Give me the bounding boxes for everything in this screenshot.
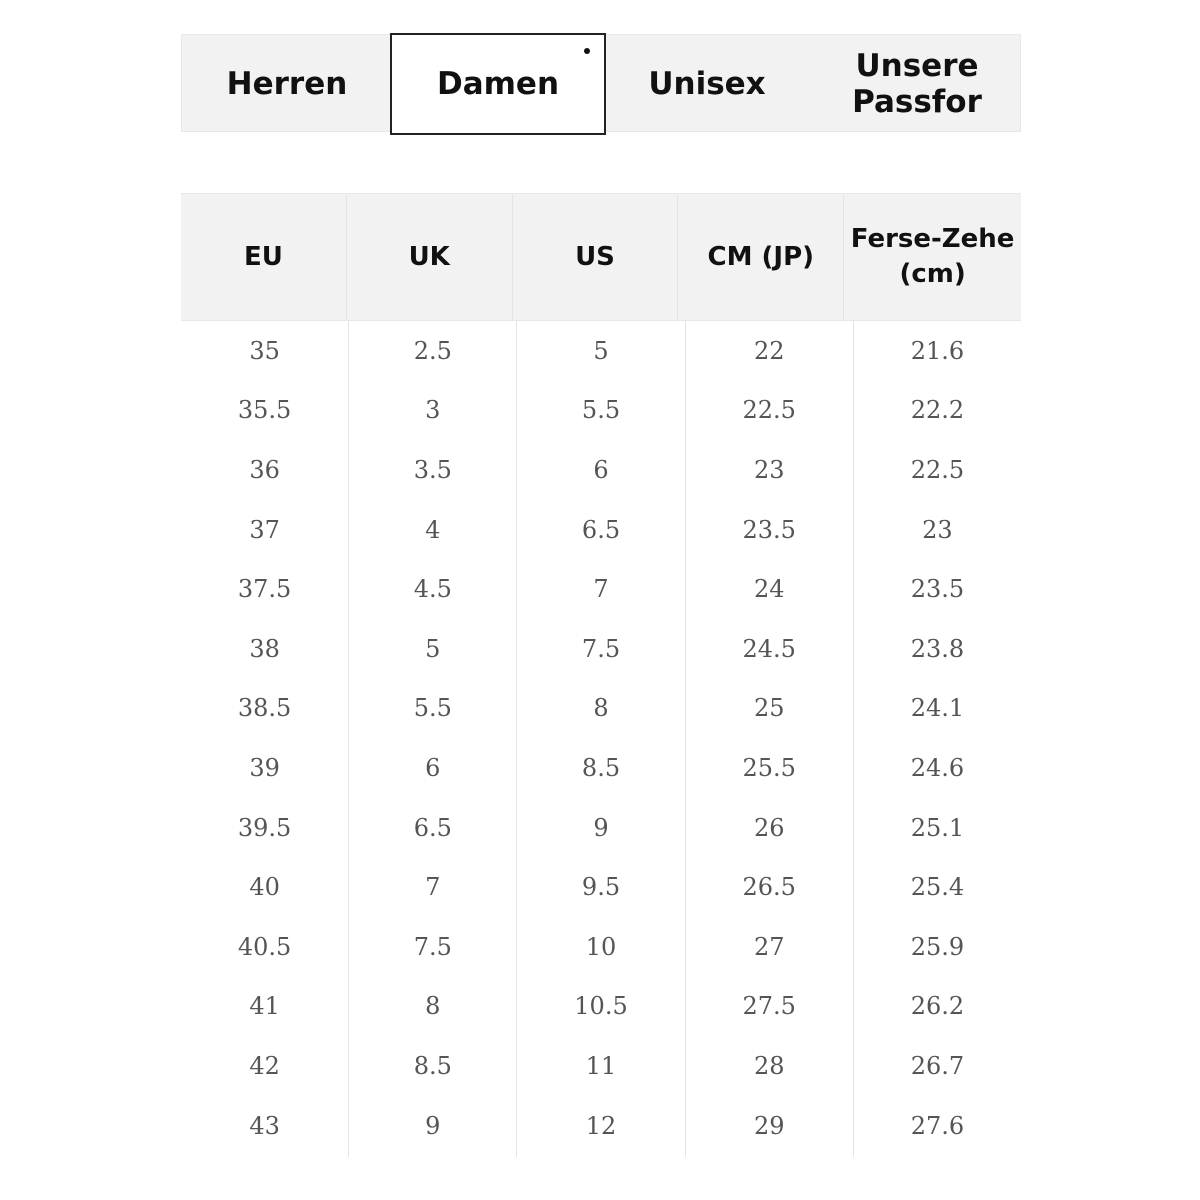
table-cell: 27.5 (742, 992, 796, 1021)
table-cell: 3 (425, 396, 441, 425)
table-cell: 6 (593, 455, 609, 484)
table-cell: 38.5 (237, 694, 292, 723)
table-cell: 25.4 (910, 873, 965, 902)
tab-herren-label: Herren (226, 66, 348, 102)
table-cell: 26 (753, 813, 785, 842)
table-cell: 8.5 (413, 1051, 452, 1080)
table-cell: 11 (585, 1051, 617, 1080)
table-cell: 26.7 (910, 1051, 965, 1080)
table-cell: 6.5 (413, 813, 452, 842)
table-cell: 38 (249, 634, 280, 663)
table-cell: 8.5 (581, 753, 621, 782)
table-cell: 5.5 (413, 694, 452, 723)
table-cell: 23.5 (742, 515, 796, 544)
table-cell: 4.5 (413, 575, 452, 604)
column-uk (349, 321, 517, 1157)
table-cell: 27 (753, 932, 785, 961)
table-cell: 41 (249, 992, 280, 1021)
tab-passform-label: Unsere Passfor (852, 48, 982, 120)
table-cell: 8 (593, 694, 609, 723)
table-cell: 40.5 (237, 932, 292, 961)
tab-unisex-label: Unisex (648, 66, 766, 102)
table-cell: 3.5 (413, 455, 452, 484)
table-body (181, 321, 1021, 1157)
tab-unisex[interactable] (602, 35, 812, 133)
header-us: US (513, 194, 679, 320)
table-cell: 23.8 (910, 634, 965, 663)
table-cell: 26.2 (910, 992, 965, 1021)
table-cell: 24 (753, 575, 785, 604)
table-cell: 7 (425, 873, 441, 902)
table-cell: 37.5 (237, 575, 292, 604)
column-us (517, 321, 685, 1157)
table-cell: 2.5 (413, 336, 452, 365)
header-cm-jp: CM (JP) (678, 194, 844, 320)
table-cell: 7.5 (581, 634, 621, 663)
tab-herren[interactable] (182, 35, 392, 133)
table-cell: 27.6 (910, 1111, 965, 1140)
table-cell: 35 (249, 336, 280, 365)
table-cell: 24.5 (742, 634, 796, 663)
table-cell: 9 (425, 1111, 441, 1140)
table-cell: 24.6 (910, 753, 965, 782)
size-tabs (181, 34, 1021, 132)
column-cm-jp (686, 321, 854, 1157)
table-cell: 43 (249, 1111, 280, 1140)
table-cell: 35.5 (237, 396, 292, 425)
table-cell: 5 (593, 336, 609, 365)
table-cell: 40 (249, 873, 280, 902)
tab-damen[interactable] (390, 33, 606, 135)
table-cell: 39.5 (237, 813, 292, 842)
size-table (181, 193, 1021, 1157)
table-cell: 9 (593, 813, 609, 842)
table-cell: 36 (249, 455, 280, 484)
table-cell: 23.5 (910, 575, 965, 604)
table-cell: 23 (753, 455, 785, 484)
table-cell: 21.6 (910, 336, 965, 365)
table-cell: 23 (922, 515, 953, 544)
table-cell: 5.5 (581, 396, 621, 425)
table-cell: 9.5 (581, 873, 621, 902)
table-cell: 25 (753, 694, 785, 723)
tab-damen-label: Damen (436, 66, 560, 102)
table-cell: 7 (593, 575, 609, 604)
table-cell: 22.5 (742, 396, 796, 425)
table-cell: 10 (585, 932, 617, 961)
header-ferse-zehe: Ferse-Zehe (cm) (850, 224, 1015, 289)
table-cell: 24.1 (910, 694, 965, 723)
table-cell: 37 (249, 515, 280, 544)
table-cell: 22 (753, 336, 785, 365)
table-cell: 6 (425, 753, 441, 782)
table-cell: 8 (425, 992, 441, 1021)
table-cell: 26.5 (742, 873, 796, 902)
table-cell: 5 (425, 634, 441, 663)
tab-passform[interactable] (812, 35, 1022, 133)
column-eu (181, 321, 349, 1157)
header-uk: UK (347, 194, 513, 320)
header-eu: EU (181, 194, 347, 320)
table-cell: 29 (753, 1111, 785, 1140)
table-cell: 22.2 (910, 396, 965, 425)
table-cell: 25.1 (910, 813, 965, 842)
table-cell: 28 (753, 1051, 785, 1080)
table-cell: 6.5 (581, 515, 621, 544)
column-ferse-zehe (854, 321, 1021, 1157)
table-header (181, 193, 1021, 321)
table-cell: 25.5 (742, 753, 796, 782)
table-cell: 42 (249, 1051, 280, 1080)
table-cell: 4 (425, 515, 441, 544)
table-cell: 12 (585, 1111, 617, 1140)
table-cell: 10.5 (574, 992, 628, 1021)
table-cell: 7.5 (413, 932, 452, 961)
table-cell: 25.9 (910, 932, 965, 961)
table-cell: 22.5 (910, 455, 965, 484)
table-cell: 39 (249, 753, 280, 782)
active-tab-dot-icon (584, 48, 590, 54)
